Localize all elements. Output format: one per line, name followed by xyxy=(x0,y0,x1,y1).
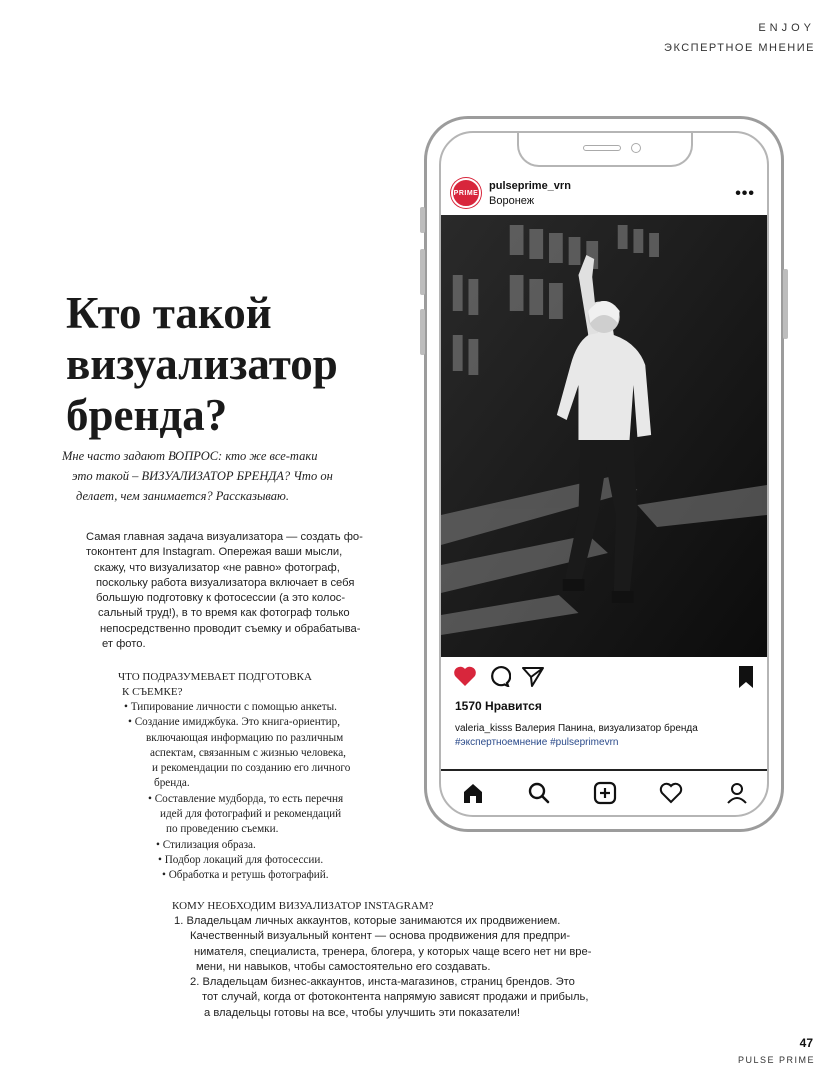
who-list xyxy=(174,914,624,1021)
body-line: непосредственно проводит съемку и обрабатыва- xyxy=(100,622,361,635)
list-item: тот случай, когда от фотоконтента напрямую зависят продажи и прибыль, xyxy=(202,991,589,1004)
phone-side-button xyxy=(420,249,425,295)
article-title xyxy=(66,288,396,441)
body-line: токонтент для Instagram. Опережая ваши мысли, xyxy=(86,546,343,559)
bookmark-icon[interactable] xyxy=(737,665,755,689)
post-hashtags[interactable]: #экспертноемнение #pulseprimevrn xyxy=(455,737,619,748)
list-item: 2. Владельцам бизнес-аккаунтов, инста-магазинов, страниц брендов. Это xyxy=(190,976,575,989)
post-actions xyxy=(441,665,767,695)
phone-screen xyxy=(439,131,769,817)
list-item: нимателя, специалиста, тренера, блогера, у которых чаще всего нет ни вре- xyxy=(194,945,592,958)
list-item: по проведению съемки. xyxy=(166,823,279,836)
speaker-icon xyxy=(583,145,621,151)
phone-notch xyxy=(517,131,693,167)
lead-line: это такой – ВИЗУАЛИЗАТОР БРЕНДА? Что он xyxy=(72,469,333,483)
list-item: и рекомендации по созданию его личного xyxy=(152,762,351,775)
list-item: мени, ни навыков, чтобы самостоятельно его создавать. xyxy=(196,960,491,973)
prep-heading-line: ЧТО ПОДРАЗУМЕВАЕТ ПОДГОТОВКА xyxy=(118,671,312,683)
home-icon[interactable] xyxy=(461,781,485,805)
prep-heading-line: К СЪЕМКЕ? xyxy=(122,686,183,698)
avatar[interactable]: PRIME xyxy=(451,178,481,208)
list-item: а владельцы готовы на все, чтобы улучшить эти показатели! xyxy=(204,1006,521,1019)
lead-line: Мне часто задают ВОПРОС: кто же все-таки xyxy=(62,449,318,463)
page-number: 47 xyxy=(799,1036,813,1050)
phone-side-button xyxy=(420,309,425,355)
list-item: бренда. xyxy=(154,777,190,790)
post-caption: valeria_kisss Валерия Панина, визуализатор бренда xyxy=(455,723,698,734)
list-item: • Типирование личности с помощью анкеты. xyxy=(124,701,337,713)
body-line: Самая главная задача визуализатора — создать фо- xyxy=(86,531,363,543)
add-post-icon[interactable] xyxy=(593,781,617,805)
comment-icon[interactable] xyxy=(487,665,511,687)
title-line: визуализатор xyxy=(66,339,338,389)
activity-heart-icon[interactable] xyxy=(659,781,683,805)
list-item: 1. Владельцам личных аккаунтов, которые занимаются их продвижением. xyxy=(174,915,561,927)
article-lead xyxy=(62,446,392,506)
footer-brand: PULSE PRIME xyxy=(737,1055,815,1065)
camera-icon xyxy=(631,143,641,153)
phone-mockup xyxy=(424,116,784,832)
body-line: сальный труд!), в то время как фотограф только xyxy=(98,607,350,620)
likes-count[interactable]: 1570 Нравится xyxy=(455,699,542,713)
body-line: ет фото. xyxy=(102,638,146,651)
list-item: Качественный визуальный контент — основа продвижения для предпри- xyxy=(190,930,571,943)
bottom-nav-bar xyxy=(441,769,767,817)
search-icon[interactable] xyxy=(527,781,551,805)
prep-heading xyxy=(118,670,312,700)
post-photo[interactable] xyxy=(441,215,767,657)
share-icon[interactable] xyxy=(521,665,545,687)
like-heart-icon[interactable] xyxy=(453,665,477,687)
section-title: ЭКСПЕРТНОЕ МНЕНИЕ xyxy=(664,42,815,54)
list-item: • Обработка и ретушь фотографий. xyxy=(162,869,329,882)
body-line: большую подготовку к фотосессии (а это колос- xyxy=(96,592,346,605)
list-item: включающая информацию по различным xyxy=(146,731,344,744)
list-item: аспектам, связанным с жизнью человека, xyxy=(150,746,346,759)
lead-line: делает, чем занимается? Рассказываю. xyxy=(76,489,289,503)
post-username[interactable]: pulseprime_vrn xyxy=(489,180,571,192)
list-item: • Подбор локаций для фотосессии. xyxy=(158,853,324,866)
list-item: • Создание имиджбука. Это книга-ориентир, xyxy=(128,716,340,729)
prep-list xyxy=(124,700,392,884)
list-item: • Стилизация образа. xyxy=(156,838,256,851)
magazine-section-brand: ENJOY xyxy=(758,22,815,34)
more-options-icon[interactable]: ••• xyxy=(735,185,755,202)
article-body-paragraph xyxy=(86,530,390,652)
who-heading: КОМУ НЕОБХОДИМ ВИЗУАЛИЗАТОР INSTAGRAM? xyxy=(172,900,434,912)
profile-icon[interactable] xyxy=(725,781,749,805)
post-photo-illustration xyxy=(441,215,767,657)
phone-side-button xyxy=(420,207,425,233)
post-location[interactable]: Воронеж xyxy=(489,195,535,207)
phone-side-button xyxy=(783,269,788,339)
list-item: • Составление мудборда, то есть перечня xyxy=(148,792,344,805)
list-item: идей для фотографий и рекомендаций xyxy=(160,808,342,821)
body-line: поскольку работа визуализатора включает в себя xyxy=(96,576,355,589)
title-line: бренда? xyxy=(66,390,228,440)
title-line: Кто такой xyxy=(66,288,272,338)
body-line: скажу, что визуализатор «не равно» фотограф, xyxy=(94,561,340,574)
